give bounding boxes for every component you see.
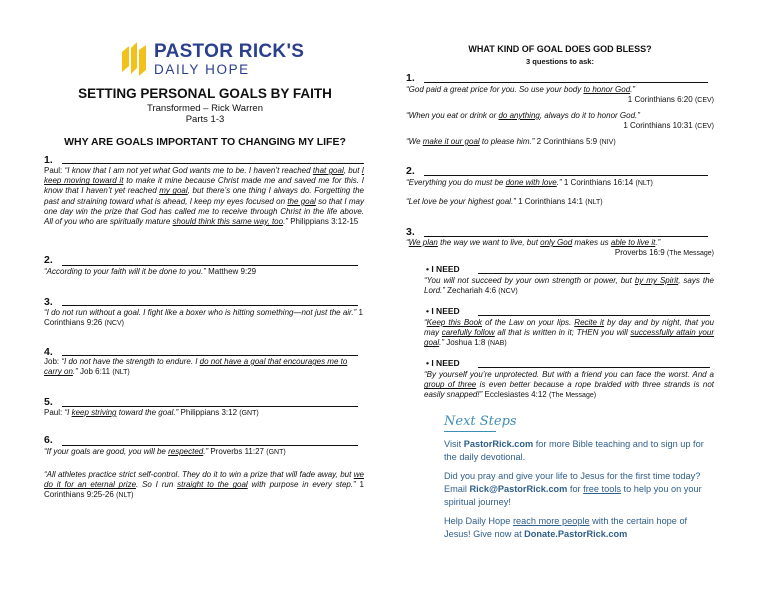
- fill-in-blank[interactable]: [478, 315, 710, 316]
- scripture-text: “All athletes practice strict self-control. They do it to win a prize that will fade away, but we do it for an eternal prize. So I run straight to the goal with purpose in every step.” 1 Corinthians 9:25-26 (NLT): [44, 470, 364, 500]
- next-step-donate: Help Daily Hope reach more people with the certain hope of Jesus! Give now at Donate.PastorRick.com: [444, 516, 688, 539]
- scripture-text: “According to your faith will it be done to you.” Matthew 9:29: [44, 267, 257, 276]
- question-number: 1.: [406, 72, 415, 84]
- scripture-text: Paul: “I keep striving toward the goal.” Philippians 3:12 (GNT): [44, 408, 259, 417]
- scripture-text: “When you eat or drink or do anything, always do it to honor God.”: [406, 111, 640, 120]
- i-need-label: • I NEED: [426, 358, 460, 368]
- item-number: 1.: [44, 154, 53, 166]
- email-link[interactable]: Rick@PastorRick.com: [469, 484, 568, 494]
- donate-link[interactable]: Donate.PastorRick.com: [524, 529, 628, 539]
- scripture-text: “Everything you do must be done with love.” 1 Corinthians 16:14 (NLT): [406, 178, 653, 187]
- next-steps-title: Next Steps: [444, 414, 517, 429]
- fill-in-blank[interactable]: [62, 355, 358, 356]
- reach-more-people-text: reach more people: [512, 516, 590, 526]
- item-number: 3.: [44, 296, 53, 308]
- scripture-text: “By yourself you’re unprotected. But with a friend you can face the worst. And a group of three is even better because a rope braided with three strands is not easily snapped!” Ecclesiastes 4:12 (The Message): [424, 370, 714, 400]
- i-need-label: • I NEED: [426, 264, 460, 274]
- sermon-parts: Parts 1-3: [185, 114, 225, 125]
- fill-in-blank[interactable]: [62, 265, 358, 266]
- next-steps-box: [436, 412, 706, 542]
- section-heading: WHY ARE GOALS IMPORTANT TO CHANGING MY LIFE?: [64, 136, 346, 148]
- scripture-text: Paul: “I know that I am not yet what God wants me to be. I haven’t reached that goal, but I keep moving toward it to make it mine because Christ made me and saved me for this. I know that I haven’t yet reached my goal, but there’s one thing I always do. Forgetting the past and straining toward what is ahead, I keep my eyes focused on the goal so that I may one day win the prize that God has called me to receive through Christ in the life above. All of you who are spiritually mature should think this same way, too.” Philippians 3:12-15: [44, 166, 365, 227]
- scripture-reference: 1 Corinthians 6:20 (CEV): [627, 95, 714, 104]
- fill-in-blank[interactable]: [478, 273, 710, 274]
- scripture-text: “God paid a great price for you. So use your body to honor God.”: [406, 85, 636, 94]
- next-step-pray: Did you pray and give your life to Jesus for the first time today? Email Rick@PastorRick.com for free tools to help you on your spiritual journey!: [444, 471, 702, 507]
- fill-in-blank[interactable]: [424, 236, 708, 237]
- fill-in-blank[interactable]: [62, 445, 358, 446]
- scripture-text: “We make it our goal to please him.” 2 Corinthians 5:9 (NIV): [406, 137, 616, 146]
- question-number: 3.: [406, 226, 415, 238]
- sermon-series: Transformed – Rick Warren: [147, 103, 263, 114]
- scripture-text: Job: “I do not have the strength to endure. I do not have a goal that encourages me to carry on.” Job 6:11 (NLT): [44, 357, 348, 377]
- scripture-reference: 1 Corinthians 10:31 (CEV): [623, 121, 714, 130]
- fill-in-blank[interactable]: [424, 82, 708, 83]
- fill-in-blank[interactable]: [62, 305, 358, 306]
- scripture-text: “You will not succeed by your own strength or power, but by my Spirit, says the Lord.” Zechariah 4:6 (NCV): [424, 276, 714, 296]
- free-tools-link[interactable]: free tools: [583, 484, 621, 494]
- scripture-text: “We plan the way we want to live, but only God makes us able to live it.”: [406, 238, 661, 247]
- fill-in-blank[interactable]: [62, 163, 364, 164]
- scripture-reference: Proverbs 16:9 (The Message): [614, 248, 714, 257]
- next-step-visit: Visit PastorRick.com for more Bible teaching and to sign up for the daily devotional.: [444, 439, 704, 462]
- item-number: 4.: [44, 346, 53, 358]
- pastorrick-link[interactable]: PastorRick.com: [463, 439, 534, 449]
- scripture-text: “Keep this Book of the Law on your lips. Recite it by day and by night, that you may carefully follow all that is written in it; THEN you will successfully attain your goal.” Joshua 1:8 (NAB): [424, 318, 715, 348]
- item-number: 6.: [44, 434, 53, 446]
- item-number: 2.: [44, 254, 53, 266]
- page-title: SETTING PERSONAL GOALS BY FAITH: [78, 86, 332, 101]
- book-flame-icon: [120, 42, 148, 76]
- fill-in-blank[interactable]: [478, 367, 710, 368]
- question-number: 2.: [406, 165, 415, 177]
- fill-in-blank[interactable]: [424, 175, 708, 176]
- i-need-label: • I NEED: [426, 306, 460, 316]
- logo-title: PASTOR RICK'S: [154, 41, 305, 62]
- next-steps-underline: [444, 431, 496, 432]
- item-number: 5.: [44, 396, 53, 408]
- scripture-text: “I do not run without a goal. I fight like a boxer who is hitting something—not just the air.” 1 Corinthians 9:26 (NCV): [44, 308, 363, 328]
- logo-subtitle: DAILY HOPE: [154, 62, 250, 77]
- scripture-text: “Let love be your highest goal.” 1 Corinthians 14:1 (NLT): [406, 197, 603, 206]
- pastor-ricks-logo: [120, 40, 305, 80]
- section-title: WHAT KIND OF GOAL DOES GOD BLESS?: [468, 44, 652, 54]
- fill-in-blank[interactable]: [62, 406, 358, 407]
- section-subtitle: 3 questions to ask:: [526, 57, 594, 66]
- scripture-text: “If your goals are good, you will be respected.” Proverbs 11:27 (GNT): [44, 447, 286, 456]
